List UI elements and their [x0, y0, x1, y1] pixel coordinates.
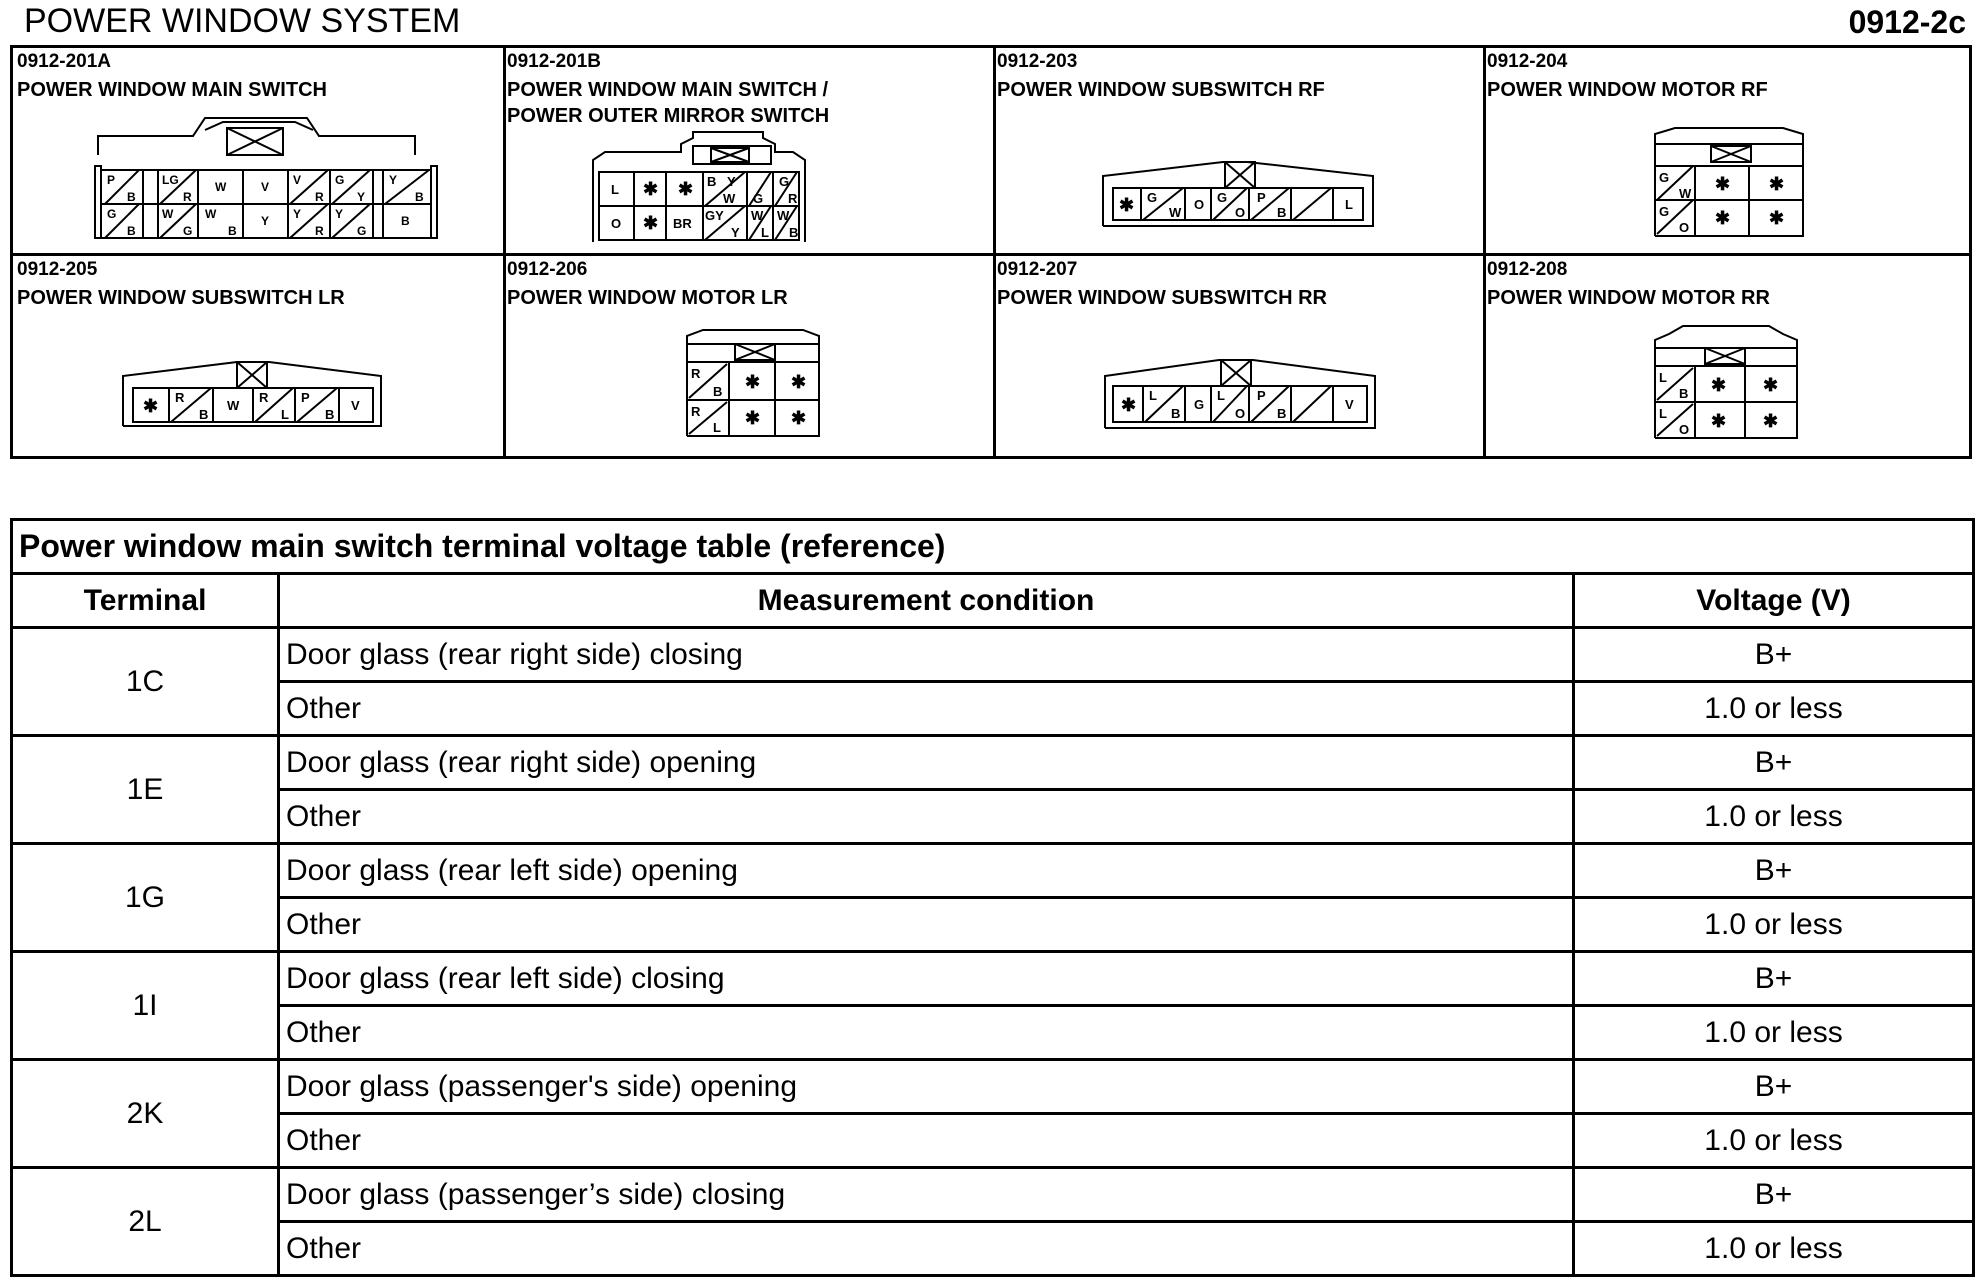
connector-name: POWER WINDOW MOTOR RF [1487, 79, 1768, 101]
pin-label: BR [673, 216, 692, 231]
condition-cell: Door glass (rear left side) opening [279, 844, 1574, 898]
pin-label: L [1217, 388, 1225, 403]
pin-label: W [723, 191, 736, 206]
voltage-cell: B+ [1574, 1168, 1974, 1222]
pin-label: G [1194, 397, 1205, 412]
voltage-cell: 1.0 or less [1574, 682, 1974, 736]
connector-name: POWER WINDOW SUBSWITCH RR [997, 287, 1327, 309]
connector-code: 0912-205 [17, 259, 98, 280]
pin-label: B [1679, 386, 1689, 401]
pin-label: Y [261, 214, 270, 228]
pin-label: ✱ [1711, 375, 1727, 395]
pin-label: W [162, 207, 174, 221]
table-row [12, 1114, 1974, 1168]
pin-label: R [315, 190, 324, 204]
pin-label: B [127, 224, 136, 238]
pin-label: W [777, 208, 790, 223]
terminal-cell: 2K [12, 1060, 279, 1168]
pin-label: R [691, 404, 701, 419]
pin-label: W [205, 207, 217, 221]
connector-code: 0912-208 [1487, 259, 1568, 280]
table-row [12, 628, 1974, 682]
table-row [12, 1168, 1974, 1222]
table-row [12, 1006, 1974, 1060]
pin-label: G [779, 174, 790, 189]
pin-label: ✱ [1763, 411, 1779, 431]
connector-name: POWER WINDOW SUBSWITCH LR [17, 287, 345, 309]
pin-label: W [1679, 186, 1692, 201]
pin-label: G [183, 224, 193, 238]
pin-label: G [357, 224, 367, 238]
page-title: POWER WINDOW SYSTEM [24, 2, 461, 40]
connector-203 [993, 48, 1483, 253]
pin-label: G [1147, 190, 1158, 205]
connector-201b [503, 48, 993, 253]
pin-label: ✱ [745, 408, 761, 428]
pin-label: ✱ [791, 408, 807, 428]
pin-label: P [301, 390, 310, 405]
voltage-cell: B+ [1574, 736, 1974, 790]
pin-label: ✱ [745, 372, 761, 392]
pin-label: B [401, 214, 410, 228]
pin-label: O [1235, 205, 1246, 220]
pin-label: O [611, 216, 622, 231]
voltage-cell: 1.0 or less [1574, 1006, 1974, 1060]
connector-206 [503, 256, 993, 456]
voltage-table [10, 518, 1975, 1277]
connector-201a [13, 48, 503, 253]
table-row [12, 1222, 1974, 1276]
terminal-cell: 1E [12, 736, 279, 844]
pin-label: V [1345, 397, 1354, 412]
column-header-terminal: Terminal [12, 574, 279, 628]
pin-label: W [751, 208, 764, 223]
pin-label: R [788, 191, 798, 206]
connector-205-diagram [13, 256, 503, 456]
pin-label: ✱ [643, 179, 659, 199]
pin-label: ✱ [1119, 195, 1135, 215]
connector-code: 0912-203 [997, 51, 1078, 72]
voltage-cell: B+ [1574, 952, 1974, 1006]
page-code: 0912-2c [1848, 4, 1966, 40]
pin-label: G [1659, 204, 1670, 219]
pin-label: P [1257, 190, 1266, 205]
pin-label: ✱ [1121, 395, 1137, 415]
voltage-cell: B+ [1574, 628, 1974, 682]
page-header [0, 0, 1980, 44]
connector-207-diagram [993, 256, 1483, 456]
pin-label: Y [357, 190, 366, 204]
pin-label: Y [727, 174, 736, 189]
pin-label: V [261, 180, 270, 194]
connector-code: 0912-201A [17, 51, 112, 72]
pin-label: G [753, 191, 764, 206]
pin-label: Y [389, 173, 398, 187]
condition-cell: Other [279, 898, 1574, 952]
pin-label: O [1679, 220, 1690, 235]
voltage-cell: B+ [1574, 844, 1974, 898]
table-row [12, 952, 1974, 1006]
pin-label: B [325, 407, 335, 422]
table-row [12, 736, 1974, 790]
pin-label: G [1659, 170, 1670, 185]
pin-label: ✱ [643, 213, 659, 233]
pin-label: R [259, 390, 269, 405]
column-header-condition: Measurement condition [279, 574, 1574, 628]
voltage-cell: 1.0 or less [1574, 1114, 1974, 1168]
pin-label: V [351, 398, 360, 413]
connector-201b-diagram [503, 48, 993, 253]
connector-code: 0912-206 [507, 259, 588, 280]
condition-cell: Other [279, 1114, 1574, 1168]
condition-cell: Door glass (passenger's side) opening [279, 1060, 1574, 1114]
pin-label: W [227, 398, 240, 413]
condition-cell: Other [279, 682, 1574, 736]
connector-201a-diagram [13, 48, 503, 253]
table-row [12, 898, 1974, 952]
condition-cell: Other [279, 1006, 1574, 1060]
pin-label: O [1194, 197, 1205, 212]
pin-label: ✱ [1763, 375, 1779, 395]
voltage-cell: 1.0 or less [1574, 790, 1974, 844]
connector-204 [1483, 48, 1969, 253]
pin-label: L [1149, 388, 1157, 403]
table-row [12, 844, 1974, 898]
table-row [12, 790, 1974, 844]
condition-cell: Door glass (passenger’s side) closing [279, 1168, 1574, 1222]
condition-cell: Door glass (rear right side) closing [279, 628, 1574, 682]
pin-label: O [1235, 406, 1246, 421]
terminal-cell: 2L [12, 1168, 279, 1276]
pin-label: P [107, 173, 116, 187]
pin-label: W [215, 180, 227, 194]
connector-205 [13, 256, 503, 456]
connector-name: POWER WINDOW MAIN SWITCH / POWER OUTER MIRROR SWITCH [507, 79, 830, 127]
pin-label: V [293, 173, 302, 187]
column-header-voltage: Voltage (V) [1574, 574, 1974, 628]
connector-name: POWER WINDOW SUBSWITCH RF [997, 79, 1325, 101]
pin-label: B [789, 225, 799, 240]
connector-203-diagram [993, 48, 1483, 253]
condition-cell: Other [279, 790, 1574, 844]
condition-cell: Door glass (rear right side) opening [279, 736, 1574, 790]
connector-208-diagram [1483, 256, 1969, 456]
terminal-cell: 1G [12, 844, 279, 952]
pin-label: L [611, 182, 619, 197]
connector-206-diagram [503, 256, 993, 456]
pin-label: Y [731, 225, 740, 240]
connector-code: 0912-204 [1487, 51, 1568, 72]
terminal-cell: 1I [12, 952, 279, 1060]
pin-label: LG [162, 173, 179, 187]
pin-label: L [713, 420, 721, 435]
table-row [12, 682, 1974, 736]
pin-label: ✱ [1769, 174, 1785, 194]
pin-label: B [1277, 205, 1287, 220]
pin-label: ✱ [1715, 208, 1731, 228]
connector-code: 0912-207 [997, 259, 1078, 280]
pin-label: B [415, 190, 424, 204]
connector-code: 0912-201B [507, 51, 602, 72]
pin-label: G [335, 173, 345, 187]
connector-204-diagram [1483, 48, 1969, 253]
connector-207 [993, 256, 1483, 456]
table-caption: Power window main switch terminal voltage table (reference) [12, 520, 1974, 574]
pin-label: G [107, 207, 117, 221]
pin-label: G [1217, 190, 1228, 205]
pin-label: B [707, 174, 717, 189]
pin-label: B [199, 407, 209, 422]
pin-label: O [1679, 422, 1690, 437]
voltage-cell: B+ [1574, 1060, 1974, 1114]
condition-cell: Other [279, 1222, 1574, 1276]
table-row [12, 1060, 1974, 1114]
pin-label: R [183, 190, 192, 204]
pin-label: Y [335, 207, 344, 221]
pin-label: R [175, 390, 185, 405]
voltage-cell: 1.0 or less [1574, 898, 1974, 952]
pin-label: ✱ [791, 372, 807, 392]
pin-label: L [1659, 370, 1667, 385]
pin-label: ✱ [143, 396, 159, 416]
pin-label: L [1659, 406, 1667, 421]
connector-name: POWER WINDOW MOTOR RR [1487, 287, 1770, 309]
voltage-cell: 1.0 or less [1574, 1222, 1974, 1276]
pin-label: ✱ [1715, 174, 1731, 194]
terminal-cell: 1C [12, 628, 279, 736]
pin-label: L [281, 407, 289, 422]
pin-label: B [228, 224, 237, 238]
voltage-table-container [10, 518, 1972, 1277]
condition-cell: Door glass (rear left side) closing [279, 952, 1574, 1006]
pin-label: L [1345, 197, 1353, 212]
pin-label: Y [293, 207, 302, 221]
connector-name: POWER WINDOW MAIN SWITCH [17, 79, 327, 101]
pin-label: L [761, 225, 769, 240]
connector-grid [10, 45, 1972, 459]
pin-label: ✱ [1711, 411, 1727, 431]
connector-name: POWER WINDOW MOTOR LR [507, 287, 788, 309]
pin-label: B [1277, 406, 1287, 421]
pin-label: R [691, 366, 701, 381]
pin-label: GY [705, 208, 724, 223]
pin-label: B [1171, 406, 1181, 421]
pin-label: P [1257, 388, 1266, 403]
pin-label: B [127, 190, 136, 204]
connector-208 [1483, 256, 1969, 456]
pin-label: W [1169, 205, 1182, 220]
pin-label: B [713, 384, 723, 399]
pin-label: R [315, 224, 324, 238]
pin-label: ✱ [1769, 208, 1785, 228]
pin-label: ✱ [678, 179, 694, 199]
